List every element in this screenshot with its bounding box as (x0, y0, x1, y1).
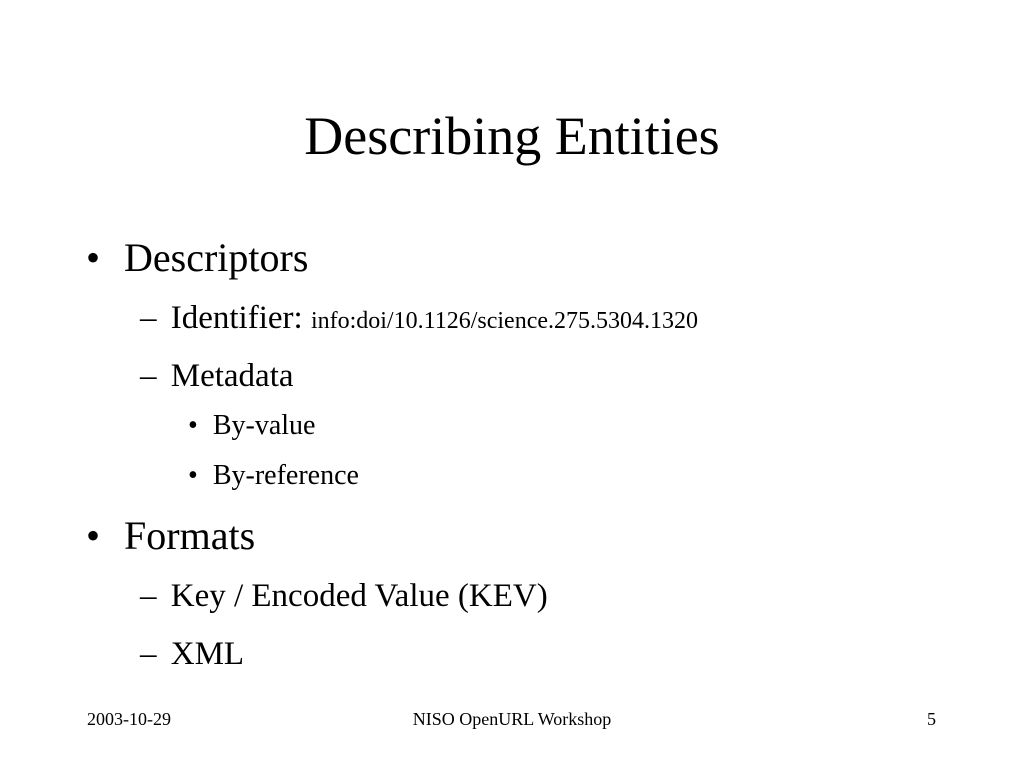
bullet-text: Formats (124, 513, 256, 558)
identifier-value: info:doi/10.1126/science.275.5304.1320 (310, 308, 698, 334)
sub-bullet-text: Metadata (170, 358, 294, 394)
sub-bullet-metadata (140, 356, 294, 396)
dash-marker: – (140, 358, 157, 394)
footer-title: NISO OpenURL Workshop (412, 709, 612, 729)
dash-marker: – (140, 578, 157, 614)
sub-bullet-kev (140, 576, 548, 616)
bullet-marker: • (188, 460, 198, 491)
sub-bullet-xml (140, 634, 244, 674)
sub-sub-bullet-by-reference (188, 459, 359, 493)
page-number: 5 (927, 709, 936, 729)
bullet-text: Descriptors (124, 235, 309, 280)
sub-bullet-text: Key / Encoded Value (KEV) (170, 578, 548, 614)
footer-date: 2003-10-29 (87, 709, 171, 729)
sub-sub-bullet-text: By-reference (212, 460, 359, 491)
slide-title: Describing Entities (304, 106, 720, 166)
sub-sub-bullet-text: By-value (212, 410, 316, 441)
bullet-marker: • (86, 513, 101, 558)
bullet-marker: • (86, 235, 101, 280)
sub-sub-bullet-by-value (188, 409, 315, 443)
bullet-item-descriptors (86, 234, 308, 282)
sub-bullet-text: Identifier: (170, 300, 303, 336)
sub-bullet-text: XML (170, 636, 245, 672)
dash-marker: – (140, 300, 157, 336)
sub-bullet-identifier (140, 298, 698, 341)
dash-marker: – (140, 636, 157, 672)
bullet-marker: • (188, 410, 198, 441)
bullet-item-formats (86, 512, 255, 560)
